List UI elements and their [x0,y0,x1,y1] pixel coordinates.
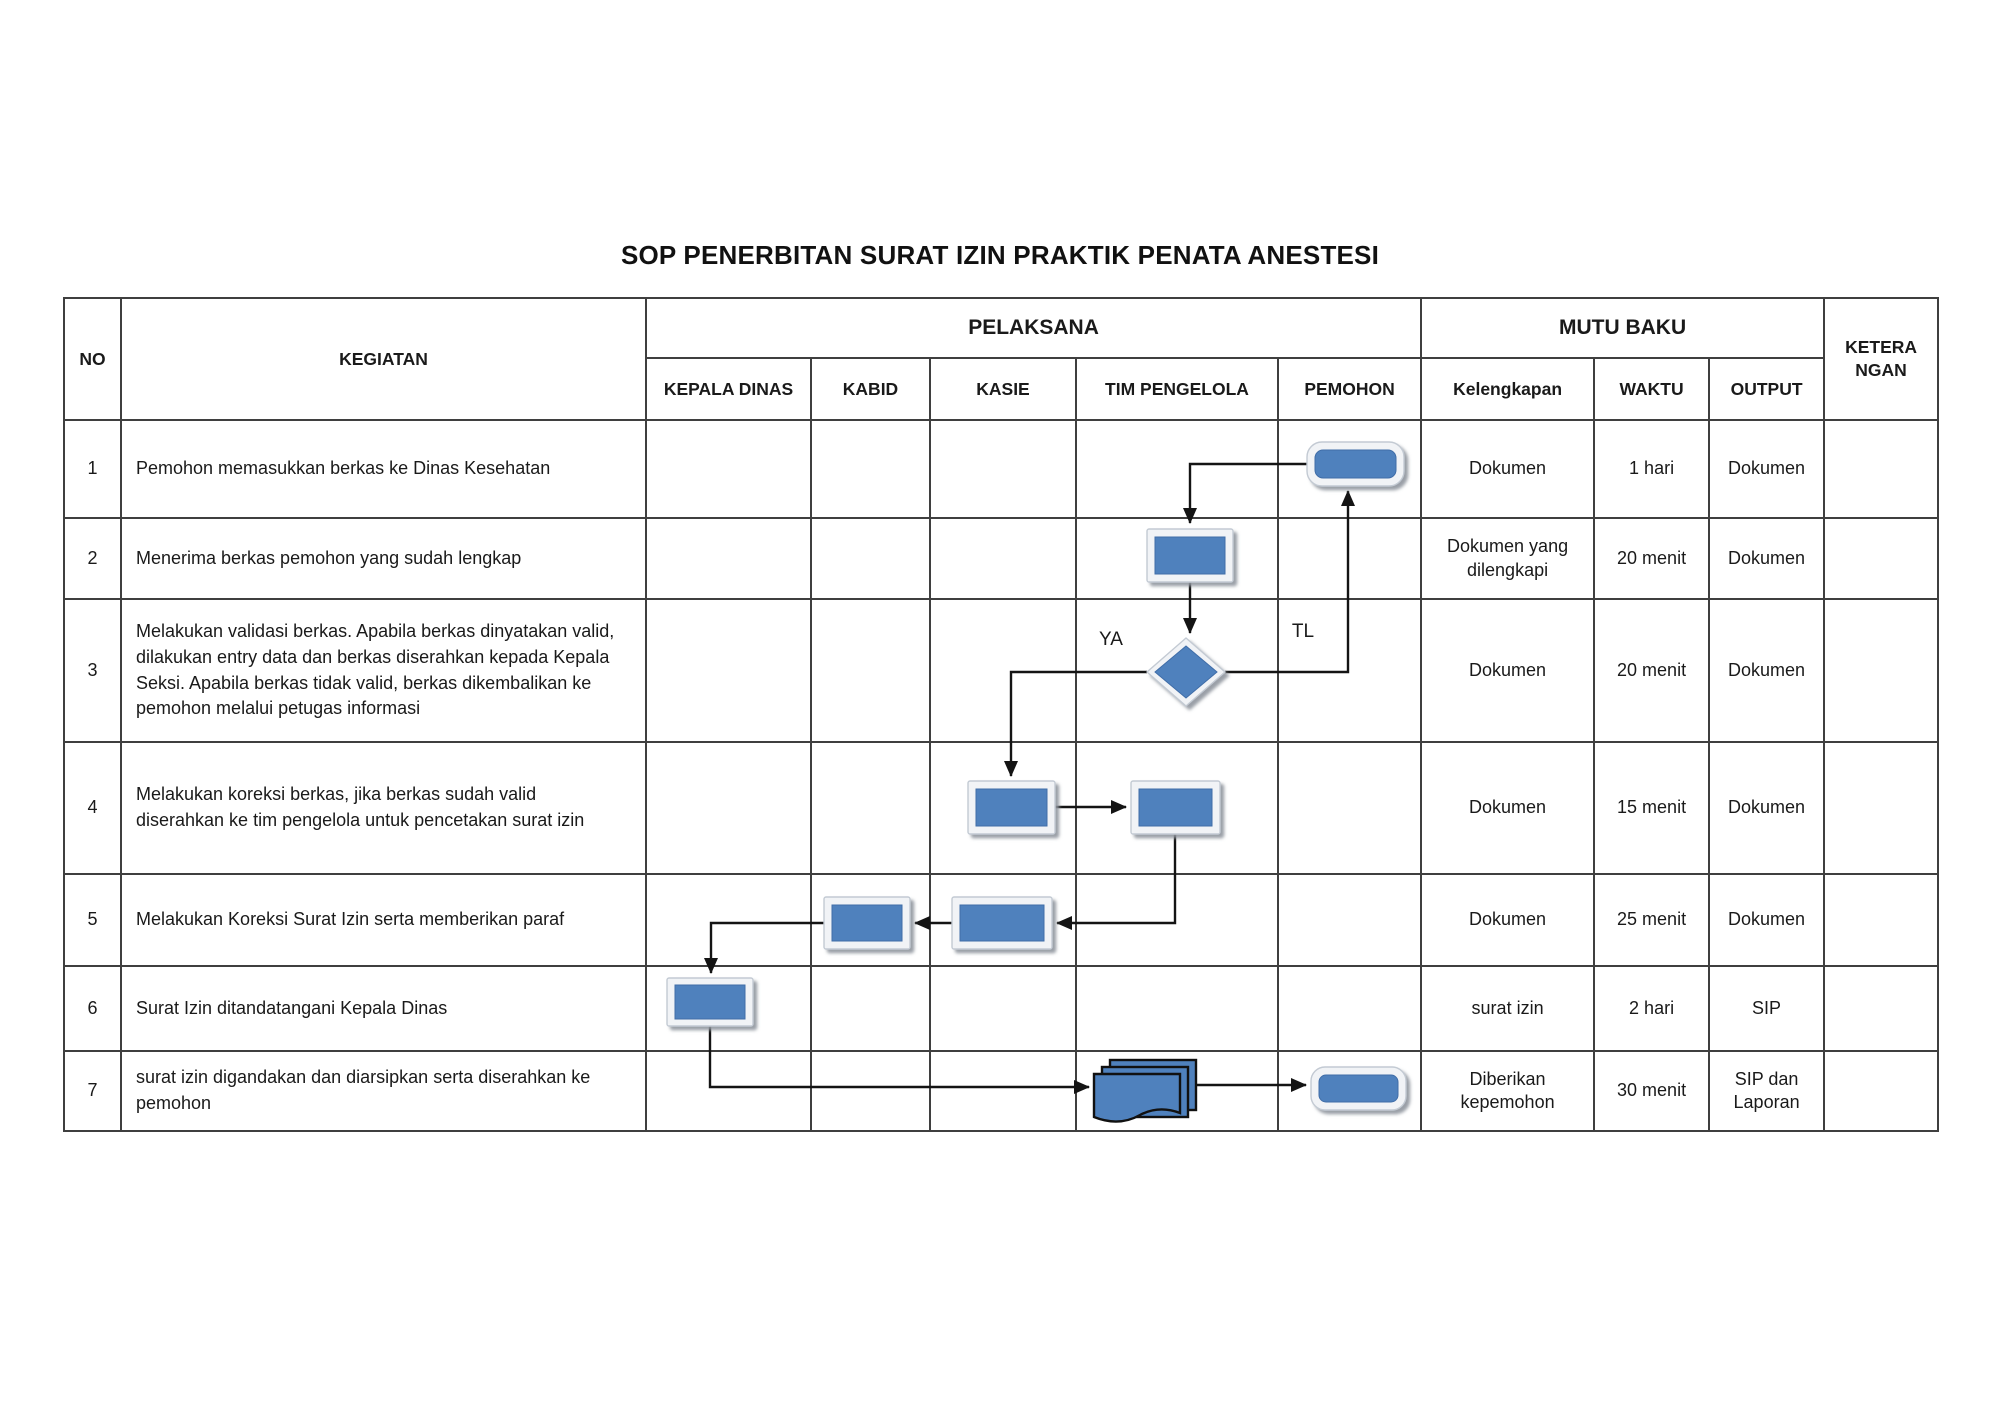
row-keterangan [1824,599,1938,742]
row-waktu: 20 menit [1594,599,1709,742]
flow-cell [811,1051,930,1131]
sop-table [63,297,1939,1132]
row-kelengkapan: Dokumen yang dilengkapi [1421,518,1594,599]
row-waktu: 30 menit [1594,1051,1709,1131]
row-keterangan [1824,742,1938,874]
flow-cell [1076,1051,1278,1131]
flow-cell [811,874,930,966]
row-kelengkapan: Dokumen [1421,599,1594,742]
row-waktu: 2 hari [1594,966,1709,1051]
row-waktu: 1 hari [1594,420,1709,518]
header-kelengkapan: Kelengkapan [1421,358,1594,420]
header-mutu-baku: MUTU BAKU [1421,298,1824,358]
flow-cell [1076,518,1278,599]
header-kasie: KASIE [930,358,1076,420]
sop-table-container [63,297,1937,1130]
header-keterangan [1824,298,1938,420]
row-kelengkapan: Dokumen [1421,874,1594,966]
flow-cell [1278,420,1421,518]
table-row [64,599,1938,742]
header-pemohon: PEMOHON [1278,358,1421,420]
header-kegiatan: KEGIATAN [121,298,646,420]
flow-cell [930,874,1076,966]
row-kegiatan: Menerima berkas pemohon yang sudah lengkap [121,518,646,599]
flow-cell [1278,966,1421,1051]
row-no: 7 [64,1051,121,1131]
table-row [64,742,1938,874]
flow-cell [811,742,930,874]
flow-cell [646,599,811,742]
flow-cell [1278,1051,1421,1131]
row-keterangan [1824,518,1938,599]
flow-cell [646,874,811,966]
flow-cell [1278,599,1421,742]
flow-cell [811,518,930,599]
row-kelengkapan: surat izin [1421,966,1594,1051]
flow-cell [1076,420,1278,518]
flow-cell [930,966,1076,1051]
flow-cell [930,742,1076,874]
row-kelengkapan: Dokumen [1421,420,1594,518]
flow-cell [1076,742,1278,874]
row-kegiatan: surat izin digandakan dan diarsipkan serta diserahkan ke pemohon [121,1051,646,1131]
flow-cell [1278,874,1421,966]
table-row [64,874,1938,966]
flow-cell [1076,599,1278,742]
flow-cell [930,1051,1076,1131]
row-waktu: 15 menit [1594,742,1709,874]
flow-cell [1076,874,1278,966]
row-keterangan [1824,1051,1938,1131]
header-output: OUTPUT [1709,358,1824,420]
flow-cell [930,420,1076,518]
row-kelengkapan: Dokumen [1421,742,1594,874]
flow-cell [930,518,1076,599]
flow-cell [646,742,811,874]
table-row [64,518,1938,599]
row-no: 3 [64,599,121,742]
row-no: 6 [64,966,121,1051]
decision-label-tl: TL [1291,621,1315,642]
row-output: Dokumen [1709,518,1824,599]
row-no: 4 [64,742,121,874]
flow-cell [1076,966,1278,1051]
flow-cell [811,599,930,742]
header-kepala-dinas: KEPALA DINAS [646,358,811,420]
flow-cell [1278,518,1421,599]
flow-cell [646,966,811,1051]
table-row [64,966,1938,1051]
row-waktu: 20 menit [1594,518,1709,599]
header-tim-pengelola: TIM PENGELOLA [1076,358,1278,420]
header-no: NO [64,298,121,420]
row-kegiatan: Melakukan Koreksi Surat Izin serta memberikan paraf [121,874,646,966]
row-kegiatan: Melakukan koreksi berkas, jika berkas sudah valid diserahkan ke tim pengelola untuk pencetakan surat izin [121,742,646,874]
header-kabid: KABID [811,358,930,420]
row-no: 2 [64,518,121,599]
table-row [64,420,1938,518]
row-output: SIP dan Laporan [1709,1051,1824,1131]
flow-cell [1278,742,1421,874]
header-waktu: WAKTU [1594,358,1709,420]
header-keterangan-label: KETERANGAN [1845,337,1918,380]
flow-cell [811,966,930,1051]
row-output: SIP [1709,966,1824,1051]
row-keterangan [1824,966,1938,1051]
row-kegiatan: Melakukan validasi berkas. Apabila berkas dinyatakan valid, dilakukan entry data dan berkas diserahkan kepada Kepala Seksi. Apabila berkas tidak valid, berkas dikembalikan ke pemohon melalui petugas informasi [121,599,646,742]
row-output: Dokumen [1709,599,1824,742]
flow-cell [646,1051,811,1131]
row-waktu: 25 menit [1594,874,1709,966]
table-row [64,1051,1938,1131]
flow-cell [646,420,811,518]
flow-cell [811,420,930,518]
decision-label-ya: YA [1099,629,1123,650]
row-output: Dokumen [1709,420,1824,518]
header-pelaksana: PELAKSANA [646,298,1421,358]
row-output: Dokumen [1709,874,1824,966]
row-no: 5 [64,874,121,966]
row-output: Dokumen [1709,742,1824,874]
flow-cell [930,599,1076,742]
row-kegiatan: Surat Izin ditandatangani Kepala Dinas [121,966,646,1051]
page-title: SOP PENERBITAN SURAT IZIN PRAKTIK PENATA ANESTESI [620,240,1380,270]
row-keterangan [1824,420,1938,518]
row-kegiatan: Pemohon memasukkan berkas ke Dinas Kesehatan [121,420,646,518]
row-kelengkapan: Diberikan kepemohon [1421,1051,1594,1131]
row-keterangan [1824,874,1938,966]
row-no: 1 [64,420,121,518]
flow-cell [646,518,811,599]
